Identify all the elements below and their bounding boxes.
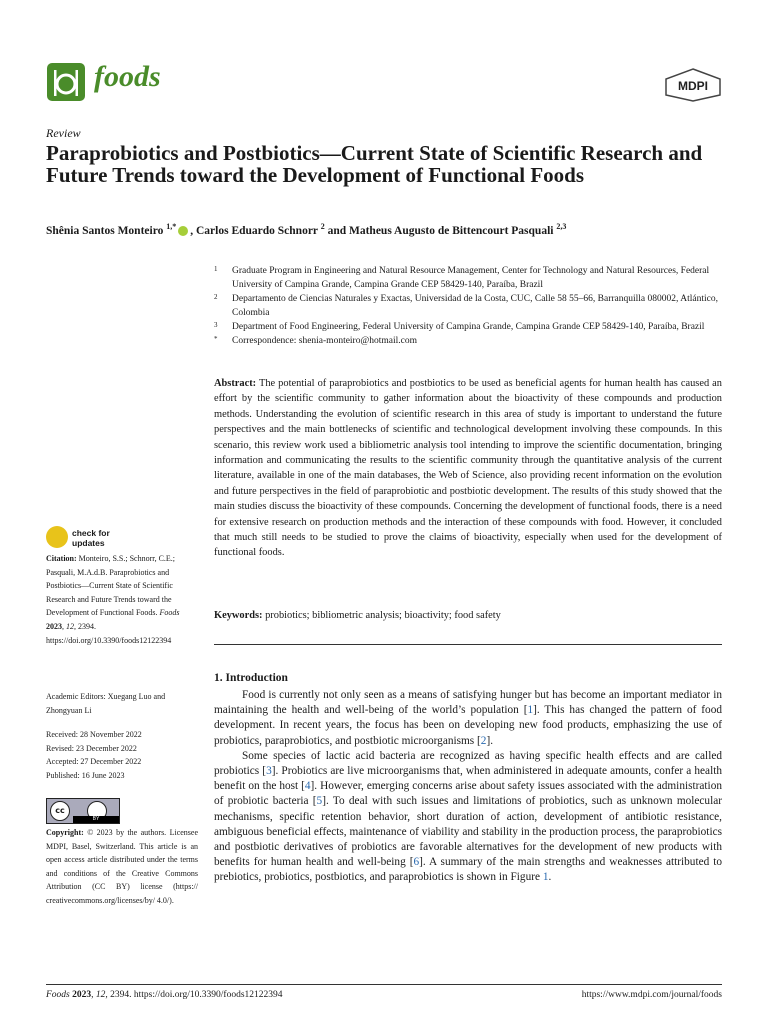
paragraph-text: ].	[486, 734, 494, 747]
correspondence[interactable]	[214, 334, 724, 348]
affiliation-mark: *	[214, 335, 218, 343]
dates	[46, 728, 198, 782]
affiliation-mark: 1	[214, 265, 218, 273]
check-updates-icon	[46, 526, 68, 548]
citation: Citation: Monteiro, S.S.; Schnorr, C.E.; Pasquali, M.A.d.B. Paraprobiotics and Postbiotics—Current State of Scientific Research and Future Trends toward the Development of Functional Foods. Foods 2023, 12, 2394. https://doi.org/10.3390/foods12122394	[46, 554, 180, 645]
citation-label: Citation:	[46, 554, 77, 563]
footer-divider	[46, 984, 722, 985]
affiliation	[214, 320, 724, 334]
reference-link[interactable]: 4	[304, 780, 311, 793]
cc-icon: cc	[50, 801, 70, 821]
author-conj: and	[327, 224, 347, 237]
abstract-label: Abstract:	[214, 378, 257, 389]
article-type: Review	[46, 126, 81, 140]
paragraph-text: ]. Probiotics are live microorganisms that, when administered in adequate amounts, confer a health benefit on the host [	[214, 765, 722, 793]
footer-journal-url[interactable]: https://www.mdpi.com/journal/foods	[581, 990, 722, 1000]
accepted-date: Accepted: 27 December 2022	[46, 757, 142, 767]
copyright-label: Copyright:	[46, 828, 84, 837]
correspondence-text: Correspondence: shenia-monteiro@hotmail.com	[232, 336, 417, 346]
paragraph-text: .	[548, 871, 552, 884]
section-divider	[214, 644, 722, 645]
affiliations	[214, 264, 724, 348]
footer-journal: Foods	[46, 990, 70, 1000]
citation-text: Monteiro, S.S.; Schnorr, C.E.; Pasquali, M.A.d.B. Paraprobiotics and Postbiotics—Current State of Scientific Research and Future Trends toward the Development of Functional Foods.	[46, 554, 176, 618]
published-date: Published: 16 June 2023	[46, 770, 125, 780]
by-label: BY	[73, 816, 119, 823]
author-name: Matheus Augusto de Bittencourt Pasquali	[349, 224, 554, 237]
affiliation	[214, 292, 724, 320]
author-affil: 2	[320, 222, 325, 231]
received-date: Received: 28 November 2022	[46, 730, 142, 739]
section-heading: 1. Introduction	[214, 672, 288, 684]
academic-editors: Academic Editors: Xuegang Luo and Zhongyuan Li	[46, 692, 166, 715]
footer-year: 2023	[72, 990, 92, 1000]
revised-date: Revised: 23 December 2022	[46, 743, 137, 753]
foods-logo-icon	[46, 62, 86, 102]
author-name: Carlos Eduardo Schnorr	[195, 224, 318, 237]
cc-by-license-icon[interactable]	[46, 798, 120, 824]
paragraph-text: ]. However, emerging concerns arise about safety issues associated with the administration of probiotic bacteria [	[214, 780, 722, 808]
paragraph-text: Some species of lactic acid bacteria are recognized as having specific health effects and are called probiotics [	[214, 749, 722, 778]
journal-name: foods	[94, 60, 161, 93]
reference-link[interactable]: 1	[542, 871, 549, 884]
introduction-body	[214, 688, 722, 886]
reference-link[interactable]: 6	[413, 856, 420, 869]
affiliation-text: Department of Food Engineering, Federal University of Campina Grande, Campina Grande CEP 58429-140, Paraíba, Brazil	[232, 322, 705, 332]
abstract-text: The potential of paraprobiotics and postbiotics to be used as beneficial agents for human health has caused an effort by the scientific community to gather information about the bioactivity of these compounds and production methods. Understanding the evolution of scientific research in this area of study is important to understand the future perspectives and the main bottlenecks of scientific and technological development involving these compounds. In this scenario, this review work used a bibliometric analysis tool intending to improve the scientific documentation, bringing information and communicating the results to the scientific community through the quantitative analysis of the current literature, available in one of the main databases, the Web of Science, also providing recent information on the evolution and future perspectives in the field of paraprobiotic and postbiotic development. The results of this study showed that the main studies discuss the bioactivity of these compounds. Concerning the development of functional foods, there is a need for extensive research on production methods and the interaction of these compounds with food. However, it concluded that much still needs to be studied to prove the claims of bioactivity, especially when used for the development of functional foods.	[214, 378, 722, 559]
check-updates-line2: updates	[72, 538, 105, 548]
affiliation-mark: 2	[214, 293, 218, 301]
author-list: Shênia Santos Monteiro $^{1,*}$ , Carlos Eduardo Schnorr $^2$ and Matheus Augusto de Bittencourt Pasquali $^{2,3}$	[46, 222, 567, 237]
check-for-updates-button[interactable]	[46, 526, 126, 550]
publisher-name: MDPI	[678, 79, 708, 93]
check-updates-line1: check for	[72, 528, 110, 538]
citation-volume: 12	[66, 621, 74, 631]
reference-link[interactable]: 5	[316, 795, 323, 808]
keywords-text: probiotics; bibliometric analysis; bioactivity; food safety	[265, 610, 501, 621]
paragraph-text: Food is currently not only seen as a means of satisfying hunger but has become an important mediator in maintaining the health and well-being of the world’s population [	[214, 689, 722, 717]
abstract	[214, 376, 722, 561]
citation-year: 2023	[46, 621, 62, 631]
paragraph-text: ]. To deal with such issues and limitations of probiotics, such as unknown molecular mechanisms, specific retention behavior, short duration of action, development of antibiotic resistance, ambiguous beneficial effects, maintenance of viability and stability in the production process, the paraprobiotics and postbiotic derivatives of probiotics are favorable alternatives for the development of new products with benefits for human health and well-being [	[214, 795, 722, 869]
affiliation-mark: 3	[214, 321, 218, 329]
keywords	[214, 610, 722, 621]
affiliation-text: Departamento de Ciencias Naturales y Exactas, Universidad de la Costa, CUC, Calle 58 55–66, Barranquilla 080002, Atlántico, Colombia	[232, 294, 718, 318]
paragraph	[214, 688, 722, 749]
author-affil: 1,*	[166, 222, 177, 231]
reference-link[interactable]: 2	[480, 734, 487, 747]
copyright	[46, 826, 198, 908]
affiliation-text: Graduate Program in Engineering and Natural Resource Management, Center for Technology and Natural Resources, Federal University of Campina Grande, Campina Grande CEP 58429-140, Paraíba, Brazil	[232, 266, 710, 290]
reference-link[interactable]: 1	[527, 704, 534, 717]
orcid-icon[interactable]	[178, 226, 188, 236]
paragraph-text: ]. A summary of the main strengths and weaknesses attributed to prebiotics, probiotics, postbiotics, and paraprobiotics is shown in Figure	[214, 856, 722, 884]
paragraph	[214, 749, 722, 886]
author-name: Shênia Santos Monteiro	[46, 224, 164, 237]
footer-volume: 12	[95, 990, 106, 1000]
copyright-text: © 2023 by the authors. Licensee MDPI, Basel, Switzerland. This article is an open access article distributed under the terms and conditions of the Creative Commons Attribution (CC BY) license (https:// creativecommons.org/licenses/by/ 4.0/).	[46, 828, 199, 905]
footer-doi[interactable]: , 2394. https://doi.org/10.3390/foods12122394	[105, 990, 283, 1000]
citation-journal: Foods	[159, 608, 180, 618]
author-affil: 2,3	[556, 222, 567, 231]
affiliation	[214, 264, 724, 292]
article-title: Paraprobiotics and Postbiotics—Current State of Scientific Research and Future Trends toward the Development of Functional Foods	[46, 141, 703, 187]
footer-citation: Foods 2023, 12, 2394. https://doi.org/10.3390/foods12122394	[46, 990, 283, 1000]
citation-doi[interactable]: , 2394. https://doi.org/10.3390/foods12122394	[46, 621, 172, 645]
paragraph-text: ]. This has changed the pattern of food development. In recent years, the focus has been on developing new food products, emphasizing the use of probiotics, paraprobiotics, and postbiotic microorganisms [	[214, 704, 722, 747]
reference-link[interactable]: 3	[266, 765, 272, 778]
mdpi-logo-icon[interactable]	[664, 68, 722, 102]
keywords-label: Keywords:	[214, 610, 263, 621]
